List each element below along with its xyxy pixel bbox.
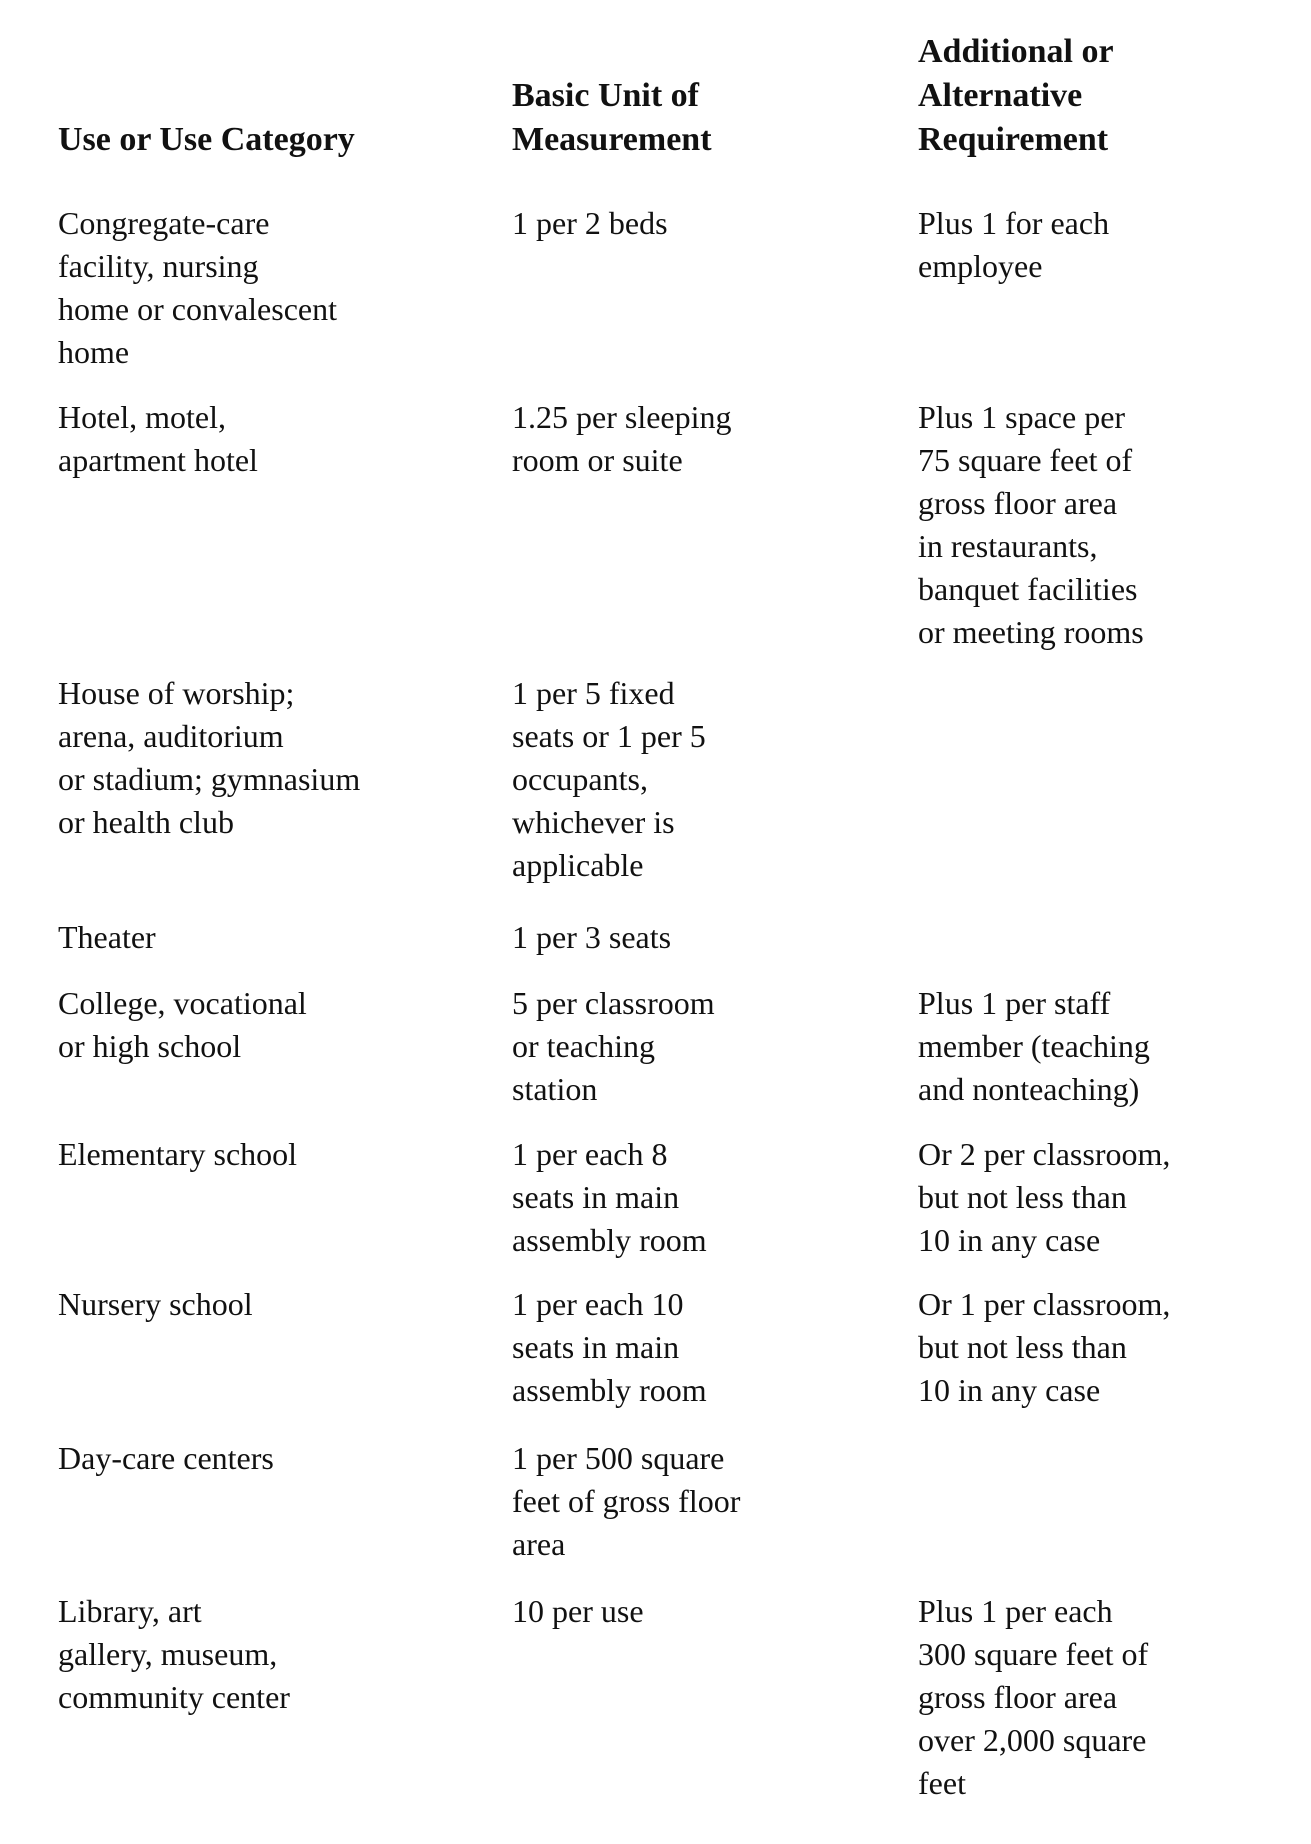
cell-line: seats in main: [512, 1329, 680, 1365]
cell-line: seats in main: [512, 1179, 680, 1215]
cell-line: apartment hotel: [58, 442, 258, 478]
cell-line: or stadium; gymnasium: [58, 761, 361, 797]
cell-line: and nonteaching): [918, 1071, 1140, 1107]
header-line: Requirement: [918, 121, 1109, 158]
cell-unit: [512, 1437, 740, 1566]
cell-line: Plus 1 for each: [918, 205, 1110, 241]
cell-line: member (teaching: [918, 1028, 1150, 1064]
cell-line: feet: [918, 1765, 966, 1801]
cell-line: 1.25 per sleeping: [512, 399, 732, 435]
header-basic-unit: [512, 74, 712, 162]
cell-line: station: [512, 1071, 598, 1107]
cell-line: but not less than: [918, 1329, 1127, 1365]
cell-line: 1 per each 8: [512, 1136, 668, 1172]
cell-line: employee: [918, 248, 1043, 284]
header-line: Alternative: [918, 77, 1083, 114]
cell-line: 300 square feet of: [918, 1636, 1149, 1672]
cell-unit: [512, 672, 706, 887]
cell-line: room or suite: [512, 442, 683, 478]
cell-additional: [918, 202, 1109, 288]
cell-line: Or 2 per classroom,: [918, 1136, 1171, 1172]
header-line: Use or Use Category: [58, 121, 355, 158]
cell-use: [58, 1590, 290, 1719]
cell-use: [58, 202, 337, 374]
cell-line: gross floor area: [918, 485, 1118, 521]
cell-line: applicable: [512, 847, 644, 883]
cell-line: Plus 1 space per: [918, 399, 1126, 435]
cell-use: [58, 916, 156, 959]
cell-line: home: [58, 334, 130, 370]
cell-line: Or 1 per classroom,: [918, 1286, 1171, 1322]
cell-line: home or convalescent: [58, 291, 337, 327]
cell-unit: [512, 202, 668, 245]
cell-unit: [512, 1133, 707, 1262]
cell-line: occupants,: [512, 761, 648, 797]
cell-additional: [918, 1133, 1170, 1262]
cell-use: [58, 672, 360, 844]
cell-line: seats or 1 per 5: [512, 718, 706, 754]
cell-line: Theater: [58, 919, 156, 955]
cell-unit: [512, 396, 732, 482]
cell-line: or meeting rooms: [918, 614, 1144, 650]
cell-line: 1 per 2 beds: [512, 205, 668, 241]
cell-line: gross floor area: [918, 1679, 1118, 1715]
cell-line: Congregate-care: [58, 205, 270, 241]
cell-line: or teaching: [512, 1028, 656, 1064]
cell-line: Hotel, motel,: [58, 399, 226, 435]
cell-line: 10 per use: [512, 1593, 644, 1629]
cell-line: feet of gross floor: [512, 1483, 741, 1519]
cell-line: 10 in any case: [918, 1222, 1101, 1258]
header-additional-requirement: [918, 30, 1114, 162]
cell-line: facility, nursing: [58, 248, 259, 284]
header-line: Measurement: [512, 121, 712, 158]
cell-line: 1 per 5 fixed: [512, 675, 675, 711]
cell-use: [58, 1437, 274, 1480]
cell-use: [58, 1283, 253, 1326]
cell-use: [58, 1133, 297, 1176]
cell-line: 1 per each 10: [512, 1286, 684, 1322]
header-line: Basic Unit of: [512, 77, 699, 114]
cell-line: community center: [58, 1679, 290, 1715]
header-line: Additional or: [918, 33, 1114, 70]
cell-line: Plus 1 per each: [918, 1593, 1113, 1629]
cell-line: 75 square feet of: [918, 442, 1133, 478]
cell-line: assembly room: [512, 1222, 707, 1258]
cell-use: [58, 396, 258, 482]
cell-line: Day-care centers: [58, 1440, 274, 1476]
cell-line: banquet facilities: [918, 571, 1138, 607]
cell-line: 5 per classroom: [512, 985, 715, 1021]
cell-line: Library, art: [58, 1593, 202, 1629]
cell-line: but not less than: [918, 1179, 1127, 1215]
cell-line: in restaurants,: [918, 528, 1098, 564]
cell-additional: [918, 982, 1150, 1111]
cell-use: [58, 982, 307, 1068]
cell-line: 1 per 3 seats: [512, 919, 672, 955]
cell-unit: [512, 916, 671, 959]
cell-line: or high school: [58, 1028, 242, 1064]
cell-line: over 2,000 square: [918, 1722, 1147, 1758]
cell-additional: [918, 1590, 1148, 1805]
cell-line: Nursery school: [58, 1286, 253, 1322]
header-use-category: [58, 118, 355, 162]
cell-line: area: [512, 1526, 566, 1562]
cell-line: gallery, museum,: [58, 1636, 278, 1672]
cell-line: whichever is: [512, 804, 675, 840]
cell-line: arena, auditorium: [58, 718, 284, 754]
cell-additional: [918, 396, 1144, 654]
cell-line: assembly room: [512, 1372, 707, 1408]
cell-unit: [512, 1590, 644, 1633]
cell-line: House of worship;: [58, 675, 295, 711]
cell-line: 1 per 500 square: [512, 1440, 725, 1476]
cell-line: 10 in any case: [918, 1372, 1101, 1408]
cell-unit: [512, 982, 715, 1111]
cell-line: College, vocational: [58, 985, 307, 1021]
cell-line: or health club: [58, 804, 234, 840]
cell-line: Elementary school: [58, 1136, 298, 1172]
cell-additional: [918, 1283, 1170, 1412]
cell-line: Plus 1 per staff: [918, 985, 1111, 1021]
cell-unit: [512, 1283, 707, 1412]
